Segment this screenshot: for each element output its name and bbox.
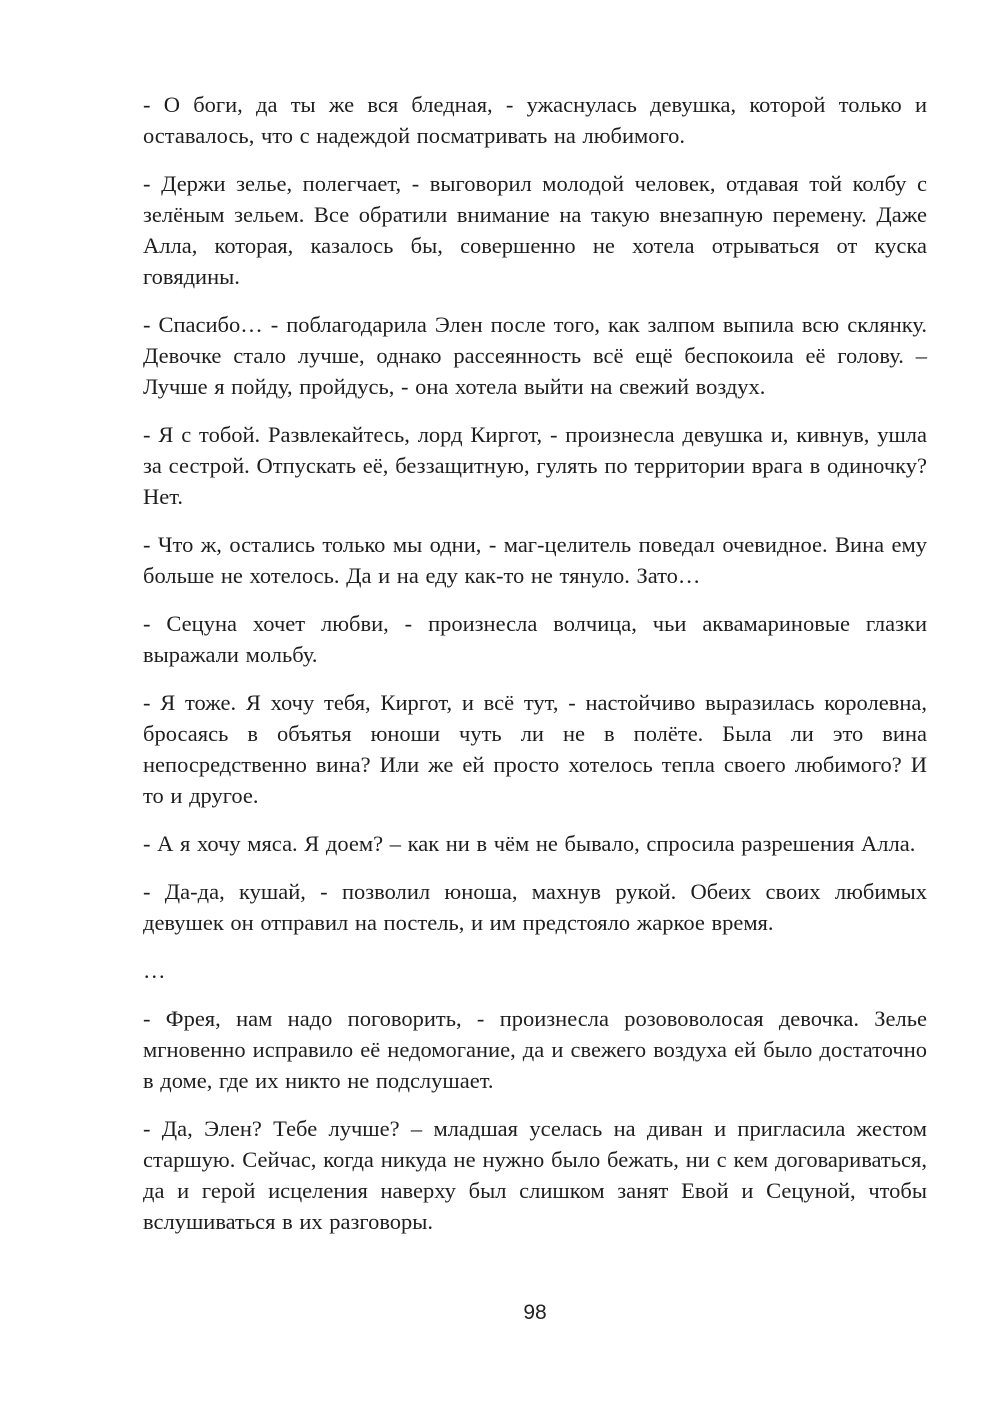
paragraph: - Спасибо… - поблагодарила Элен после того, как залпом выпила всю склянку. Девочке стало лучше, однако рассеянность всё ещё беспокоила её голову. – Лучше я пойду, пройдусь, - она хотела выйти на свежий воздух. <box>143 312 927 399</box>
paragraph: - О боги, да ты же вся бледная, - ужаснулась девушка, которой только и оставалось, что с надеждой посматривать на любимого. <box>143 92 927 148</box>
paragraph: - Фрея, нам надо поговорить, - произнесла розововолосая девочка. Зелье мгновенно исправило её недомогание, да и свежего воздуха ей было достаточно в доме, где их никто не подслушает. <box>143 1006 927 1093</box>
page-number: 98 <box>523 1301 547 1324</box>
paragraph: - Что ж, остались только мы одни, - маг-целитель поведал очевидное. Вина ему больше не хотелось. Да и на еду как-то не тянуло. Зато… <box>143 532 927 588</box>
page-body <box>143 89 927 1254</box>
paragraph: - Да-да, кушай, - позволил юноша, махнув рукой. Обеих своих любимых девушек он отправил на постель, и им предстояло жаркое время. <box>143 879 927 935</box>
paragraph: - Да, Элен? Тебе лучше? – младшая уселась на диван и пригласила жестом старшую. Сейчас, когда никуда не нужно было бежать, ни с кем договариваться, да и герой исцеления наверху был слишком занят Евой и Сецуной, чтобы вслушиваться в их разговоры. <box>143 1116 927 1234</box>
paragraph: - Сецуна хочет любви, - произнесла волчица, чьи аквамариновые глазки выражали мольбу. <box>143 611 927 667</box>
paragraph: … <box>143 958 166 983</box>
paragraph: - Я тоже. Я хочу тебя, Киргот, и всё тут, - настойчиво выразилась королевна, бросаясь в объятья юноши чуть ли не в полёте. Была ли это вина непосредственно вина? Или же ей просто хотелось тепла своего любимого? И то и другое. <box>143 690 927 808</box>
paragraph: - Я с тобой. Развлекайтесь, лорд Киргот, - произнесла девушка и, кивнув, ушла за сестрой. Отпускать её, беззащитную, гулять по территории врага в одиночку? Нет. <box>143 422 927 509</box>
paragraph: - А я хочу мяса. Я доем? – как ни в чём не бывало, спросила разрешения Алла. <box>143 831 916 856</box>
paragraph: - Держи зелье, полегчает, - выговорил молодой человек, отдавая той колбу с зелёным зельем. Все обратили внимание на такую внезапную перемену. Даже Алла, которая, казалось бы, совершенно не хотела отрываться от куска говядины. <box>143 171 927 289</box>
